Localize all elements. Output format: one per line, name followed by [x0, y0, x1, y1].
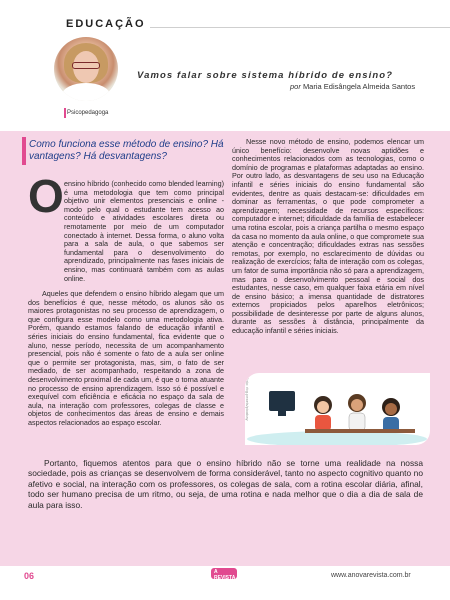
right-paragraph-1: Nesse novo método de ensino, podemos elencar um único benefício: desenvolve novas aptidões e conhecimentos relacionados com as tecnologias, como o domínio de programas e plataformas adaptadas ao ensino. Por outro lado, as desvantagens de seu uso na Educação infantil e séries iniciais do ensino fundamental são evidentes, dentre as quais destacam-se: dificuldades em dominar as ferramentas, o que pode comprometer a aprendizagem; necessidade de recursos específicos: computador e internet; dificuldade da família de estabelecer uma rotina escolar, pois a criança partilha o mesmo espaço da casa no momento da aula online, o que compromete sua atenção e concentração; dificuldades extras nas sessões remotas, por exemplo, no esclarecimento de dúvidas ou realização de exercícios; falta de interação com os colegas, um fator de suma importância não só para a aprendizagem, mas para o desenvolvimento pessoal e social dos estudantes, nesse caso, em qualquer faixa etária em nível de ensino básico; a imensa quantidade de distratores externos propiciados pelos aparelhos eletrônicos; possibilidade de desinteresse por parte de alguns alunos, durante as sessões à distância, principalmente da educação infantil e séries iniciais. — [232, 137, 424, 336]
illustration-credit: Foto: rbg.pexels/pixabay — [245, 377, 250, 421]
question-accent-bar — [22, 137, 26, 165]
author-photo — [54, 37, 118, 101]
left-column — [64, 180, 224, 289]
page-number: 06 — [24, 571, 35, 581]
role-accent-bar — [64, 108, 66, 118]
illustration — [245, 373, 430, 445]
children-studying-illustration — [245, 373, 430, 445]
article-title: Vamos falar sobre sistema híbrido de ensino? — [137, 70, 394, 81]
drop-cap: O — [28, 170, 64, 222]
intro-question: Como funciona esse método de ensino? Há vantagens? Há desvantagens? — [29, 139, 224, 162]
conclusion-paragraph: Portanto, fiquemos atentos para que o ensino híbrido não se torne uma realidade na nossa sociedade, pois as crianças se desenvolvem de forma considerável, tanto no aspecto cognitivo quanto no afetivo e social, na interação com os professores, os colegas de sala, com a rotina escolar diária, afinal, todo ser humano precisa de um ritmo, ou seja, de uma rotina e nada melhor que o dia a dia de sala de aula para isso. — [28, 458, 423, 510]
author-role: Psicopedagoga — [67, 110, 109, 116]
section-rule — [150, 27, 450, 28]
right-column — [232, 138, 424, 342]
website-link[interactable]: www.anovarevista.com.br — [331, 572, 411, 579]
magazine-logo[interactable]: A REVISTA — [211, 568, 237, 579]
left-paragraph-1: ensino híbrido (conhecido como blended learning) é uma metodologia que tem como principal objetivo unir elementos presenciais e online - modo pelo qual o estudante tem acesso ao conteúdo e atividades escolares direta ou remotamente por meio de um computador conectado à internet. Dessa forma, o aluno volta para a sala de aula, o que sabemos ser fundamental para o desenvolvimento do aprendizado, principalmente nas fases iniciais de ensino, mas continuará também com as aulas online. — [64, 179, 224, 283]
left-column-lower — [28, 290, 224, 434]
article-author: por Maria Edisângela Almeida Santos — [290, 82, 416, 91]
left-paragraph-2: Aqueles que defendem o ensino híbrido alegam que um dos benefícios é que, nesse método, os alunos são os maiores protagonistas no seu processo de aprendizagem, o que configura esse modelo como uma metodologia ativa. Porém, quando estamos falando de educação infantil e séries iniciais do ensino fundamental, fica evidente que o aluno, nesse período, necessita de um acompanhamento presencial, pois não é somente o fato de a aula ser online que o permite ser protagonista, mas, sim, o fato de ser mediado, de ser acompanhado, respeitando a zona de desenvolvimento proximal de cada um, é que o torna atuante no processo de ensino aprendizagem. Isso só é possível e exequível com eficiência e eficácia no espaço da sala de aula, na interação com professores, colegas de classe e objetos de conhecimentos das áreas de ensino e demais aspectos relacionados ao espaço escolar. — [28, 289, 224, 427]
section-label: EDUCAÇÃO — [66, 18, 146, 30]
